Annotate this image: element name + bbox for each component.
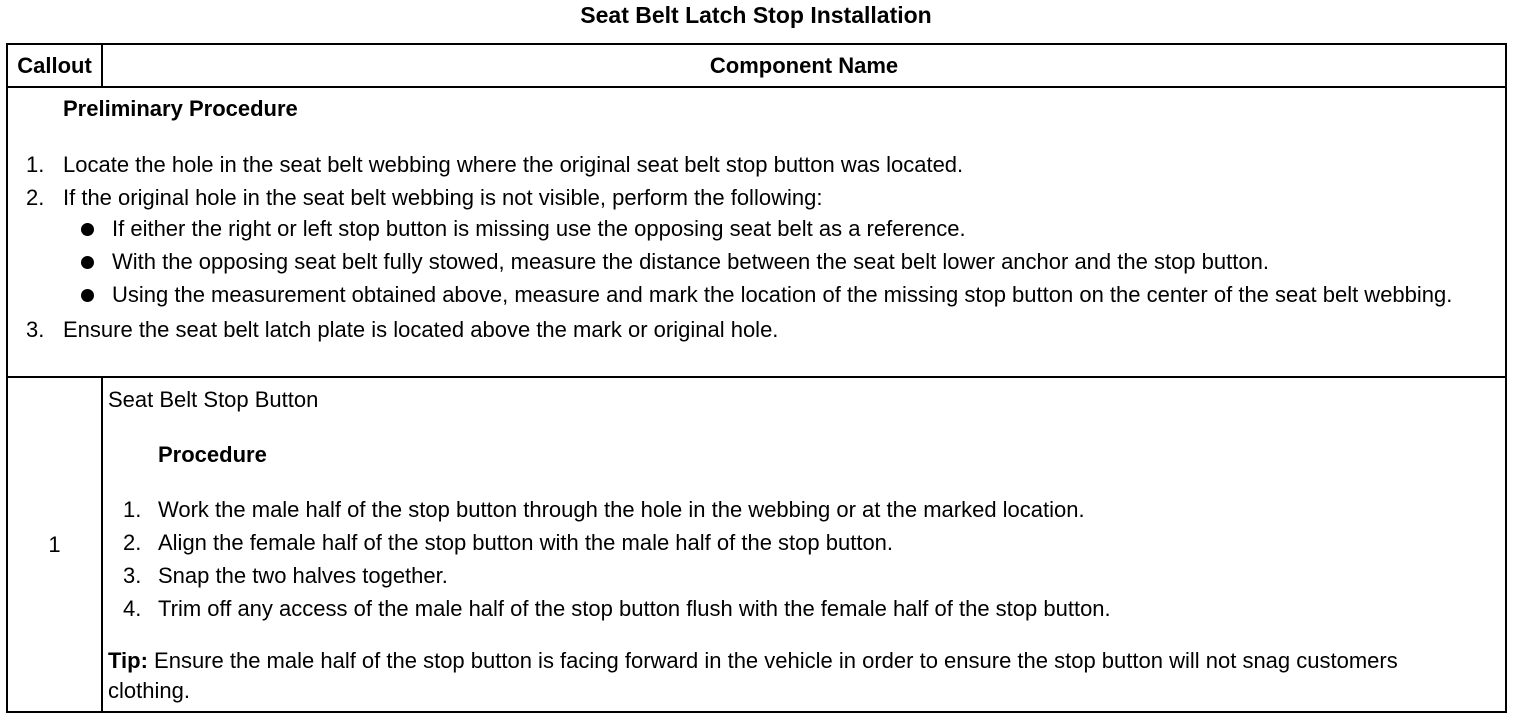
procedure-step — [103, 526, 1485, 559]
preliminary-step — [8, 181, 1485, 214]
preliminary-step — [8, 313, 1485, 346]
procedure-step — [103, 559, 1485, 592]
step-number: 3. — [123, 563, 142, 588]
procedure-step — [103, 592, 1485, 625]
procedure-heading: Procedure — [158, 442, 267, 467]
step-number: 3. — [26, 317, 45, 342]
component-name-column-header: Component Name — [102, 44, 1506, 87]
page-title: Seat Belt Latch Stop Installation — [580, 2, 932, 28]
step-text: Align the female half of the stop button with the male half of the stop button. — [158, 530, 894, 555]
bullet-item — [8, 247, 1485, 277]
callout-number: 1 — [7, 377, 102, 712]
callout-column-header: Callout — [7, 44, 102, 87]
bullet-icon — [81, 223, 94, 236]
bullet-icon — [81, 289, 94, 302]
step-text: Work the male half of the stop button through the hole in the webbing or at the marked location. — [158, 497, 1085, 522]
bullet-text: Using the measurement obtained above, measure and mark the location of the missing stop button on the center of the seat belt webbing. — [112, 282, 1453, 307]
step-number: 4. — [123, 596, 142, 621]
tip-text: Ensure the male half of the stop button is facing forward in the vehicle in order to ensure the stop button will not snag customers clothing. — [108, 648, 1398, 703]
component-name: Seat Belt Stop Button — [108, 387, 319, 412]
step-number: 1. — [26, 152, 45, 177]
step-number: 2. — [123, 530, 142, 555]
preliminary-procedure-row — [7, 87, 1506, 377]
tip-label: Tip: — [108, 648, 148, 673]
preliminary-steps-list — [8, 148, 1485, 346]
step-number: 1. — [123, 497, 142, 522]
step-text: If the original hole in the seat belt webbing is not visible, perform the following: — [63, 185, 823, 210]
step-text: Trim off any access of the male half of the stop button flush with the female half of the stop button. — [158, 596, 1111, 621]
preliminary-step — [8, 148, 1485, 181]
bullet-text: If either the right or left stop button is missing use the opposing seat belt as a reference. — [112, 216, 966, 241]
component-cell — [102, 377, 1506, 712]
step-text: Snap the two halves together. — [158, 563, 448, 588]
preliminary-procedure-cell — [7, 87, 1506, 377]
step-number: 2. — [26, 185, 45, 210]
step-text: Ensure the seat belt latch plate is located above the mark or original hole. — [63, 317, 779, 342]
procedure-step — [103, 493, 1485, 526]
table-row — [7, 377, 1506, 712]
step-text: Locate the hole in the seat belt webbing where the original seat belt stop button was located. — [63, 152, 964, 177]
tip-note — [108, 646, 1465, 706]
preliminary-procedure-heading: Preliminary Procedure — [63, 96, 298, 121]
component-table — [6, 43, 1507, 713]
bullet-item — [8, 214, 1485, 244]
bullet-text: With the opposing seat belt fully stowed, measure the distance between the seat belt lower anchor and the stop button. — [112, 249, 1269, 274]
bullet-icon — [81, 256, 94, 269]
bullet-item — [8, 280, 1485, 310]
procedure-steps-list — [103, 493, 1485, 625]
table-header-row — [7, 44, 1506, 87]
